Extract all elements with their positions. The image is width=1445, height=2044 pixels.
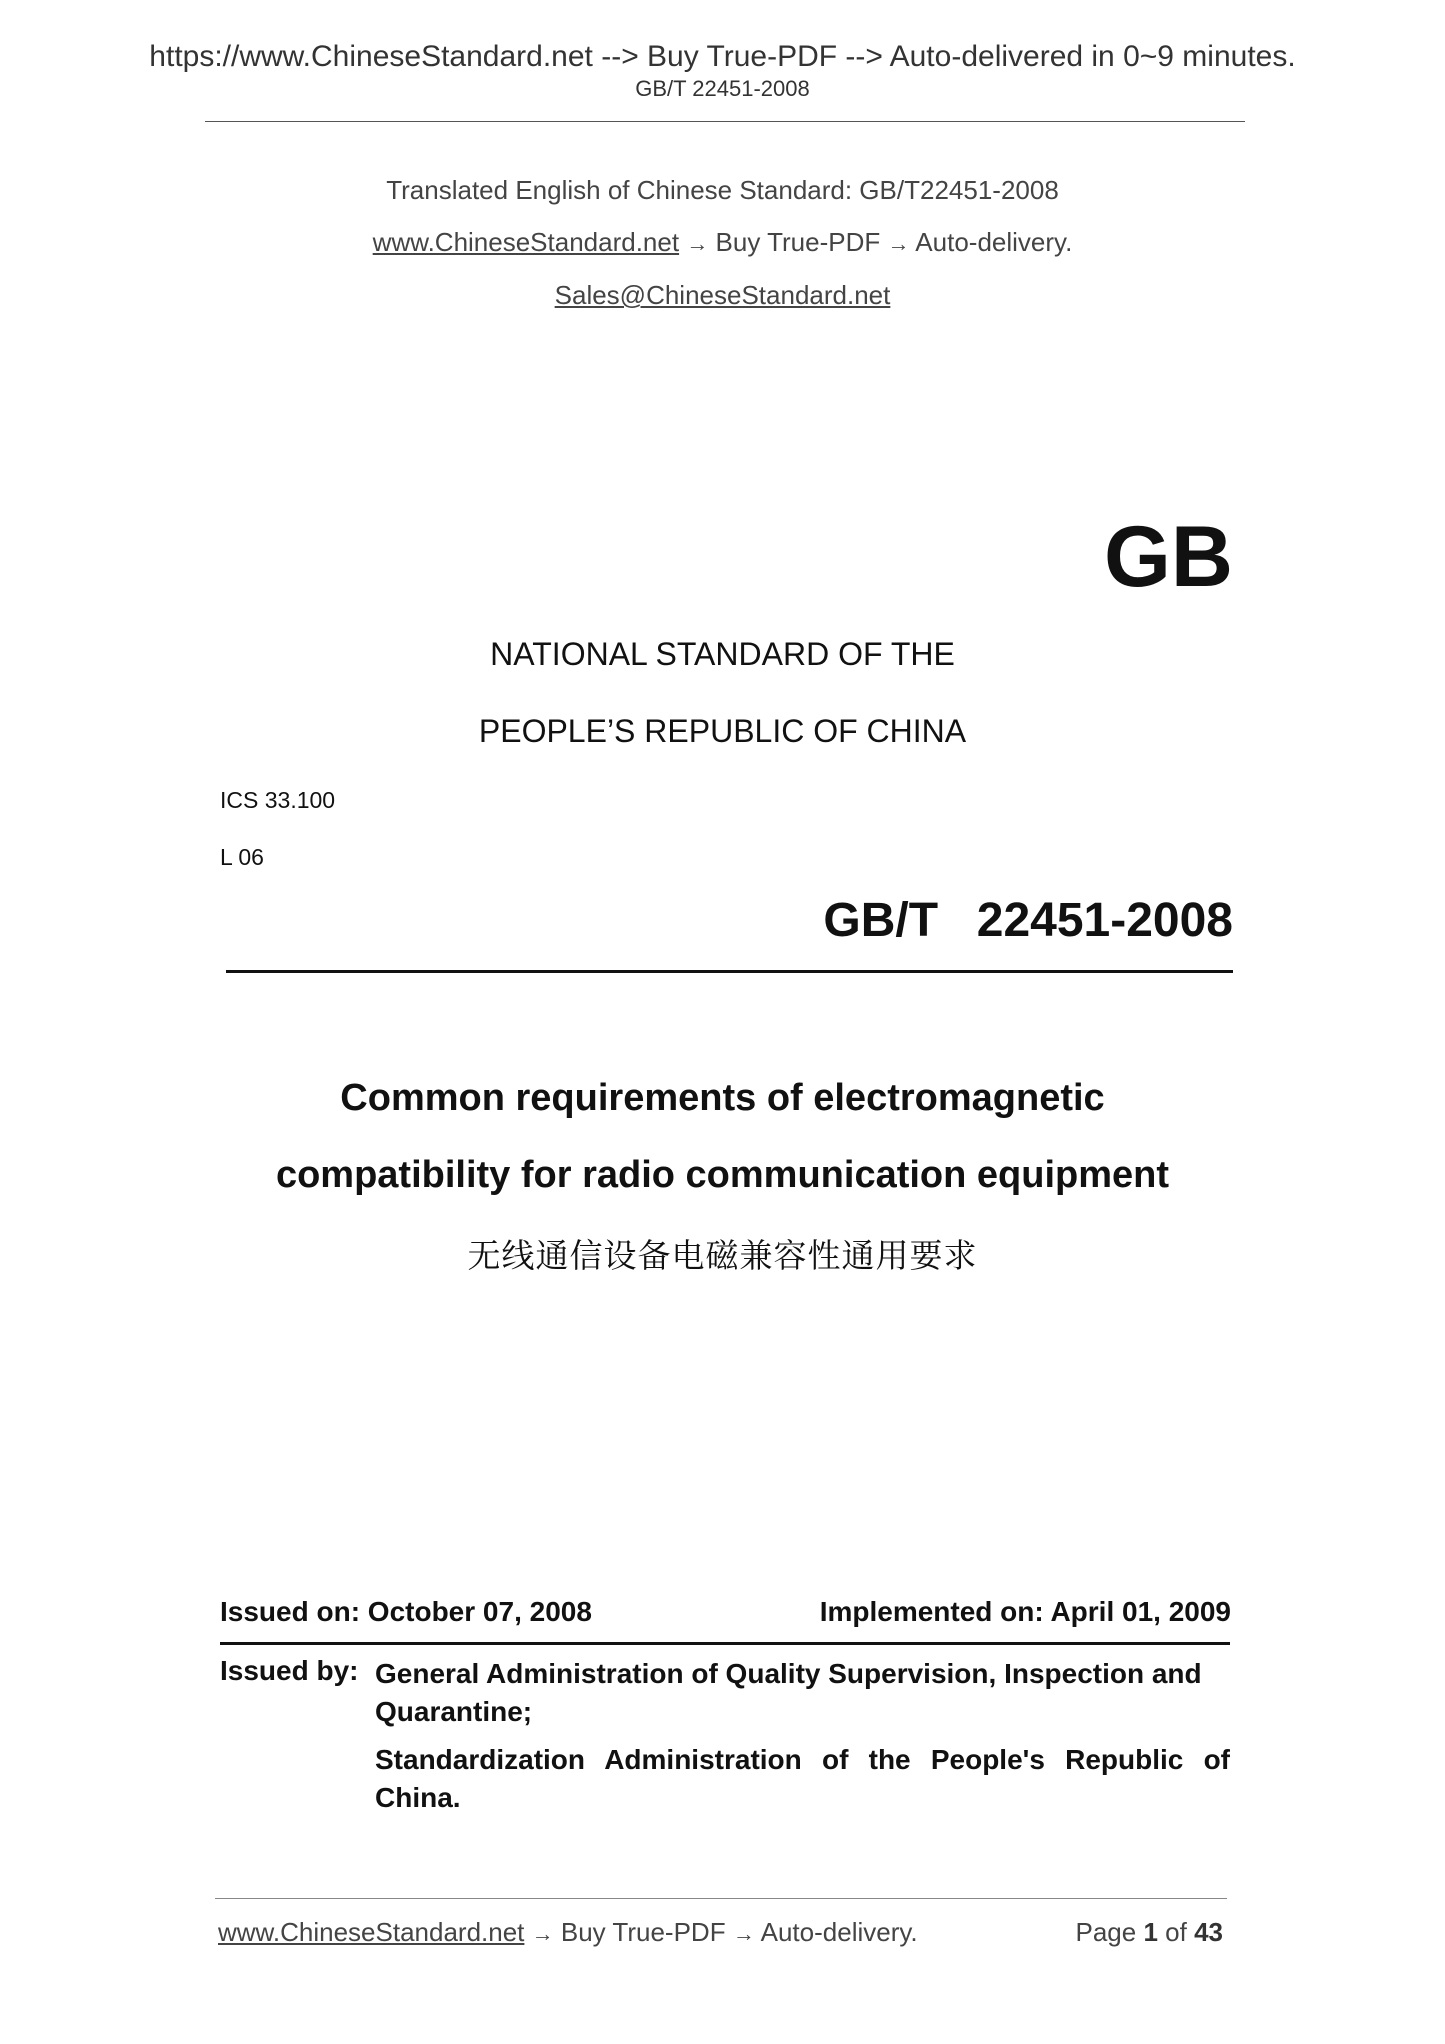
arrow-right-icon: → — [732, 1921, 755, 1946]
issued-by-label: Issued by: — [220, 1655, 359, 1686]
title-chinese: 无线通信设备电磁兼容性通用要求 — [467, 1237, 978, 1274]
issuing-organization-1: General Administration of Quality Supervision, Inspection and Quarantine; — [375, 1658, 1202, 1727]
translated-notice: Translated English of Chinese Standard: GB/T22451-2008 — [386, 175, 1059, 205]
standard-number: GB/T 22451-2008 — [823, 894, 1233, 947]
page-total: 43 — [1194, 1917, 1223, 1947]
classification-code: L 06 — [220, 844, 264, 870]
issued-on-date: Issued on: October 07, 2008 — [220, 1596, 592, 1627]
site-link[interactable]: www.ChineseStandard.net — [372, 227, 680, 257]
ics-code: ICS 33.100 — [220, 787, 336, 813]
page-indicator — [1075, 1917, 1223, 1948]
gb-mark: GB — [1104, 509, 1233, 605]
arrow-right-icon: → — [887, 231, 910, 256]
footer-delivery-text: Auto-delivery. — [760, 1917, 918, 1947]
issuing-organization-2: Standardization Administration of the People's Republic of China. — [375, 1744, 1230, 1813]
page-number: 1 — [1143, 1917, 1158, 1947]
delivery-text: Auto-delivery. — [915, 227, 1073, 257]
arrow-right-icon: → — [686, 231, 709, 256]
delivery-line — [0, 227, 1445, 258]
sales-email-line — [0, 280, 1445, 311]
footer-buy-text: Buy True-PDF — [560, 1917, 726, 1947]
title-line-2: compatibility for radio communication equipment — [275, 1154, 1170, 1196]
buy-text: Buy True-PDF — [715, 227, 881, 257]
national-standard-line-1: NATIONAL STANDARD OF THE — [490, 636, 955, 672]
footer-site-link[interactable]: www.ChineseStandard.net — [218, 1917, 525, 1947]
header-divider — [205, 121, 1245, 122]
sales-email-link[interactable]: Sales@ChineseStandard.net — [554, 280, 891, 310]
standard-number-rule — [226, 970, 1233, 973]
page-label: Page — [1075, 1917, 1137, 1947]
footer-delivery-line — [218, 1917, 918, 1948]
title-line-1: Common requirements of electromagnetic — [340, 1077, 1105, 1119]
header-standard-code: GB/T 22451-2008 — [635, 76, 810, 101]
issuance-rule — [220, 1642, 1230, 1645]
arrow-right-icon: → — [531, 1921, 554, 1946]
of-label: of — [1165, 1917, 1187, 1947]
national-standard-line-2: PEOPLE’S REPUBLIC OF CHINA — [478, 713, 967, 749]
implemented-on-date: Implemented on: April 01, 2009 — [819, 1596, 1231, 1627]
footer-divider — [215, 1898, 1227, 1899]
header-url-line: https://www.ChineseStandard.net --> Buy True-PDF --> Auto-delivered in 0~9 minutes. — [149, 40, 1296, 73]
